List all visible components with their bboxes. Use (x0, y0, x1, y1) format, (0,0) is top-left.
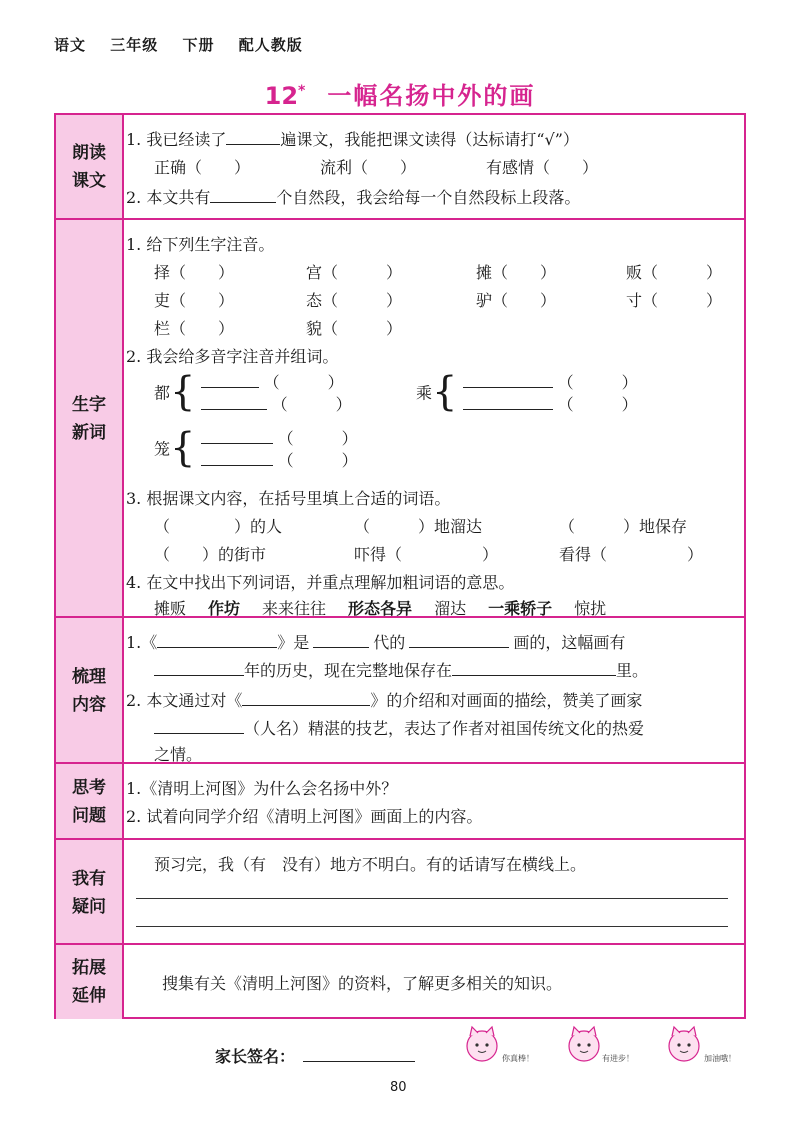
page-header (54, 34, 321, 55)
reading-q1: 1. 我已经读了 遍课文，我能把课文读得（达标请打“√”） (126, 130, 579, 149)
fill-row: （ ）的人 （ ）地溜达 （ ）地保存 (154, 517, 688, 536)
vocab-list: 摊贩 作坊 来来往往 形态各异 溜达 一乘轿子 惊扰 (154, 599, 607, 618)
answer-blank[interactable] (157, 631, 277, 648)
badge-great: 你真棒！ (502, 1054, 534, 1063)
answer-blank[interactable] (201, 427, 273, 444)
section-sort: 梳理 内容 1.《 》是 代的 画的，这幅画有 年的历史，现在完整地保存在 里。 2. 本文通过对《 》的介绍和对画面的描绘，赞美了画家 （人名）精湛的技艺，表达了作者对祖国传统文化的热爱 之情。 (56, 616, 744, 764)
words-q3: 3. 根据课文内容，在括号里填上合适的词语。 (126, 489, 451, 508)
answer-blank[interactable] (452, 659, 616, 676)
worksheet (54, 113, 746, 1019)
think-q1: 1.《清明上河图》为什么会名扬中外？ (126, 779, 398, 798)
section-label: 梳理 内容 (56, 618, 124, 764)
parent-signature: 家长签名： (215, 1044, 415, 1067)
signature-line[interactable] (303, 1045, 415, 1062)
option-correct[interactable]: 正确（ ） (154, 158, 251, 177)
section-reading (56, 115, 744, 218)
chars-row: 吏（ ） 态（ ） 驴（ ） 寸（ ） (154, 291, 723, 310)
ask-text: 预习完，我（有 没有）地方不明白。有的话请写在横线上。 (154, 855, 587, 874)
lesson-mark: * (298, 83, 306, 99)
section-label: 思考 问题 (56, 764, 124, 840)
section-label: 拓展 延伸 (56, 945, 124, 1019)
words-q2: 2. 我会给多音字注音并组词。 (126, 347, 339, 366)
reading-options (154, 155, 598, 178)
writing-line[interactable] (136, 898, 728, 899)
think-q2: 2. 试着向同学介绍《清明上河图》画面上的内容。 (126, 807, 483, 826)
term: 下册 (182, 36, 215, 54)
fill-row: （ ）的街市 吓得（ ） 看得（ ） (154, 545, 704, 564)
extend-text: 搜集有关《清明上河图》的资料，了解更多相关的知识。 (162, 974, 563, 993)
section-label: 生字 新词 (56, 220, 124, 618)
answer-blank[interactable] (313, 631, 369, 648)
page-number: 80 (390, 1080, 407, 1095)
subject: 语文 (54, 36, 87, 54)
polyphone-cheng: 乘{ （ ） （ ） (416, 369, 638, 415)
lesson-title (0, 76, 800, 111)
answer-blank[interactable] (226, 128, 280, 145)
answer-blank[interactable] (409, 631, 509, 648)
polyphone-long: 笼{ （ ） （ ） (154, 425, 358, 471)
answer-blank[interactable] (463, 371, 553, 388)
section-label: 朗读 课文 (56, 115, 124, 218)
answer-blank[interactable] (210, 186, 276, 203)
section-extend (56, 943, 744, 1019)
section-think (56, 762, 744, 840)
reading-q2: 2. 本文共有 个自然段，我会给每一个自然段标上段落。 (126, 188, 581, 207)
answer-blank[interactable] (201, 449, 273, 466)
section-ask (56, 838, 744, 945)
badge-keep-going: 加油哦！ (704, 1054, 736, 1063)
words-q1: 1. 给下列生字注音。 (126, 235, 275, 254)
lesson-number: 12 (264, 82, 299, 110)
writing-line[interactable] (136, 926, 728, 927)
chars-row: 栏（ ） 貌（ ） (154, 319, 403, 338)
edition: 配人教版 (238, 36, 303, 54)
badge-progress: 有进步！ (602, 1054, 634, 1063)
answer-blank[interactable] (242, 689, 370, 706)
polyphone-du: 都{ （ ） （ ） (154, 369, 352, 415)
option-fluent[interactable]: 流利（ ） (320, 158, 417, 177)
lesson-name: 一幅名扬中外的画 (327, 82, 536, 110)
section-label: 我有 疑问 (56, 840, 124, 945)
answer-blank[interactable] (463, 393, 553, 410)
words-q4: 4. 在文中找出下列词语，并重点理解加粗词语的意思。 (126, 573, 515, 592)
answer-blank[interactable] (201, 371, 259, 388)
grade: 三年级 (110, 36, 159, 54)
section-words (56, 218, 744, 618)
answer-blank[interactable] (201, 393, 267, 410)
answer-blank[interactable] (154, 717, 244, 734)
chars-row: 择（ ） 宫（ ） 摊（ ） 贩（ ） (154, 263, 723, 282)
option-expressive[interactable]: 有感情（ ） (486, 158, 599, 177)
answer-blank[interactable] (154, 659, 244, 676)
